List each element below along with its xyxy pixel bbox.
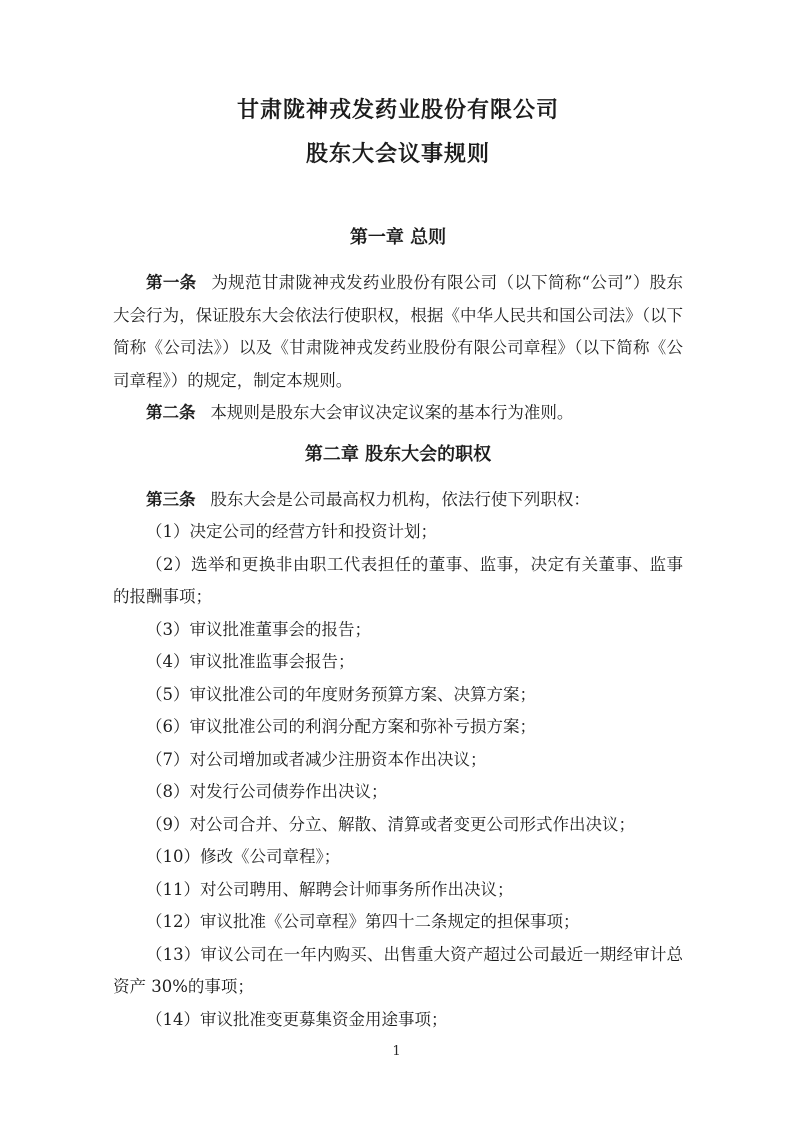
article-1-text: 为规范甘肃陇神戎发药业股份有限公司（以下简称“公司”）股东大会行为，保证股东大会依法行使职权，根据《中华人民共和国公司法》（以下简称《公司法》）以及《甘肃陇神戎发药业股份有限公司章程》（以下简称《公司章程》）的规定，制定本规则。 [113,273,684,390]
list-item-14: （14）审议批准变更募集资金用途事项； [146,1009,448,1029]
article-2-number: 第二条 [146,403,196,422]
chapter-1-heading: 第一章 总则 [349,227,447,248]
chapter-2-heading: 第二章 股东大会的职权 [304,443,492,465]
list-item-4: （4）审议批准监事会报告； [146,652,355,671]
article-2-paragraph [113,397,683,430]
document-title: 甘肃陇神戎发药业股份有限公司 [236,98,559,123]
document-content [113,94,683,1036]
list-item-7: （7）对公司增加或者减少注册资本作出决议； [146,749,487,769]
list-item-10: （10）修改《公司章程》； [146,847,341,866]
list-item-2: （2）选举和更换非由职工代表担任的董事、监事，决定有关董事、监事的报酬事项； [113,554,683,606]
list-item-6: （6）审议批准公司的利润分配方案和弥补亏损方案； [146,717,536,736]
article-3-paragraph [113,484,683,517]
list-item-5: （5）审议批准公司的年度财务预算方案、决算方案； [146,684,536,704]
list-item-11: （11）对公司聘用、解聘会计师事务所作出决议； [146,879,514,899]
article-3-text: 股东大会是公司最高权力机构，依法行使下列职权： [210,489,590,509]
list-item-13: （13）审议公司在一年内购买、出售重大资产超过公司最近一期经审计总资产 30%的事项； [113,944,683,996]
list-item-9: （9）对公司合并、分立、解散、清算或者变更公司形式作出决议； [146,814,635,834]
article-3-number: 第三条 [146,489,196,509]
article-2-text: 本规则是股东大会审议决定议案的基本行为准则。 [210,403,574,422]
document-subtitle: 股东大会议事规则 [305,142,490,167]
list-item-12: （12）审议批准《公司章程》第四十二条规定的担保事项； [146,912,580,931]
page-number: 1 [392,1044,401,1059]
article-1-paragraph [113,267,683,397]
article-1-number: 第一条 [146,273,197,292]
list-item-3: （3）审议批准董事会的报告； [146,619,371,639]
list-item-1: （1）决定公司的经营方针和投资计划； [146,522,437,541]
list-item-8: （8）对发行公司债券作出决议； [146,782,388,801]
